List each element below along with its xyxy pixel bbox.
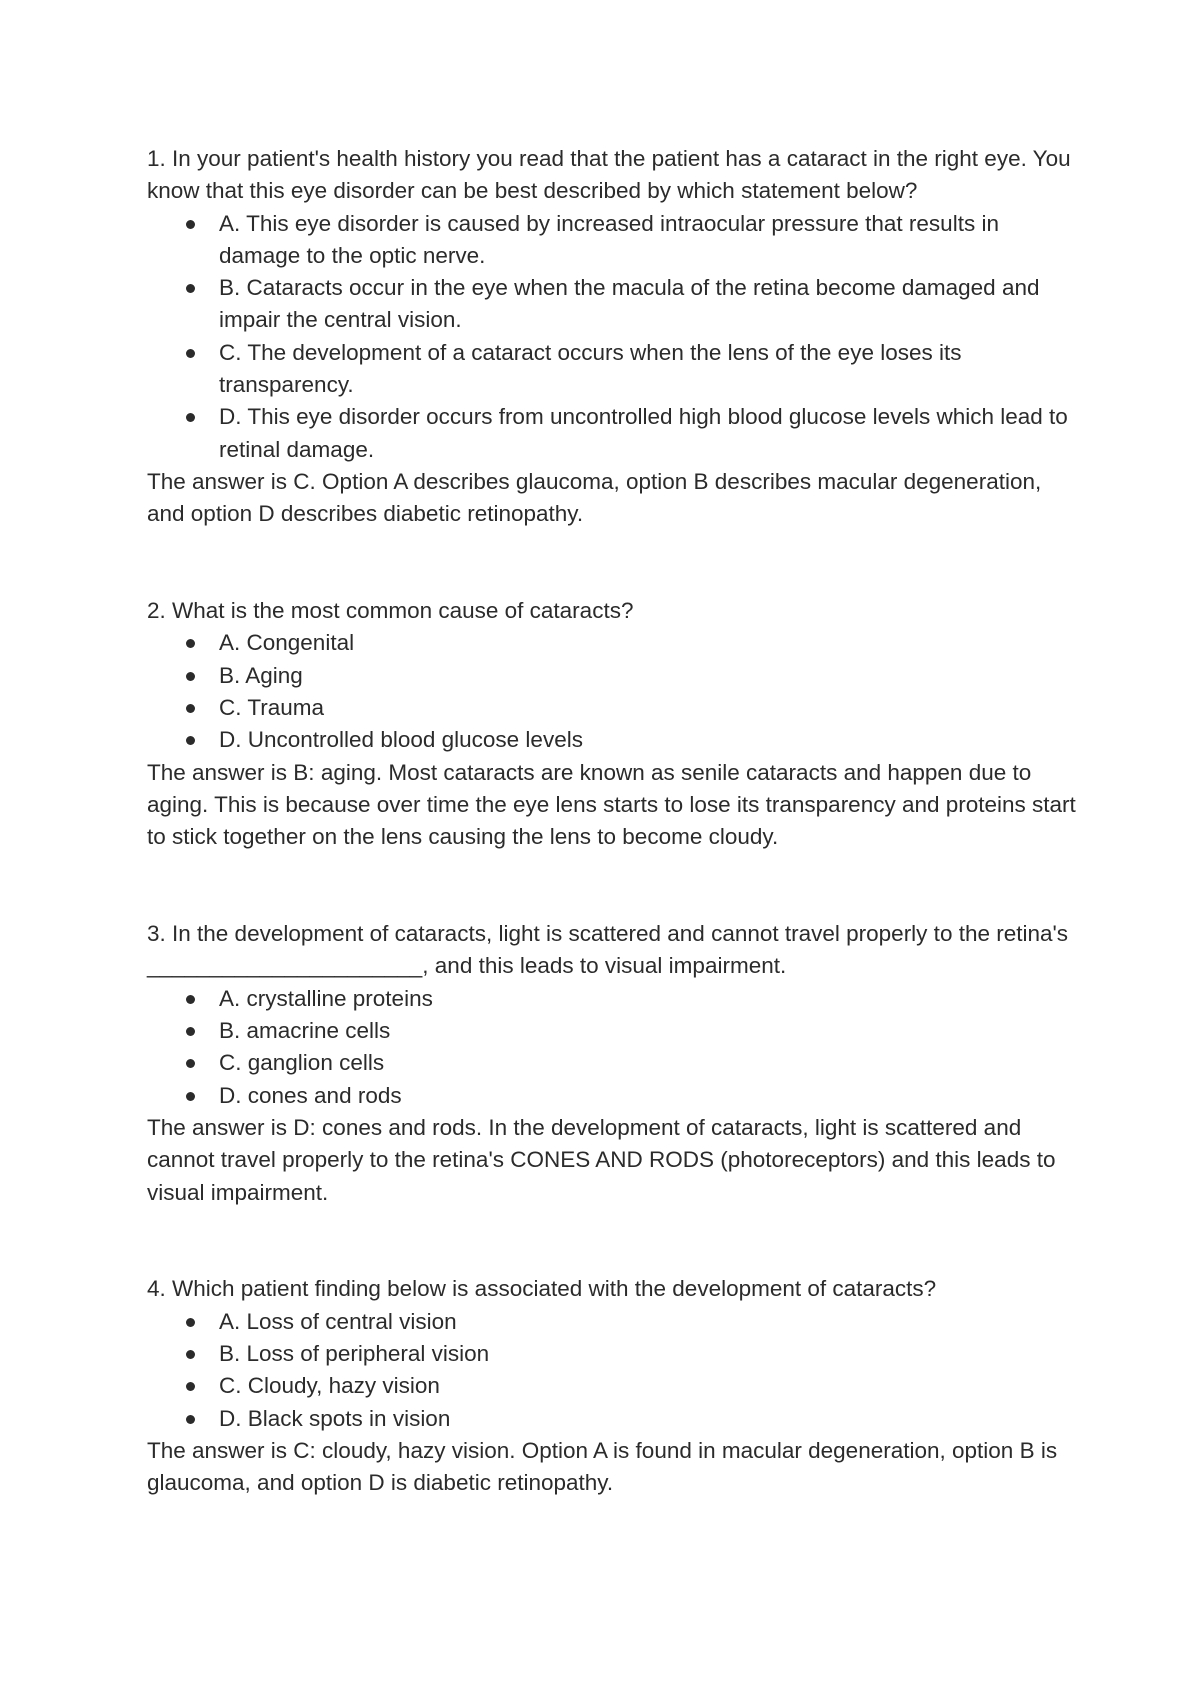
options-list [147, 627, 1077, 756]
option-item [147, 627, 1077, 659]
options-list [147, 1306, 1077, 1435]
bullet-icon [186, 1318, 195, 1327]
option-item [147, 1403, 1077, 1435]
option-text: A. crystalline proteins [219, 985, 433, 1011]
option-text: D. This eye disorder occurs from uncontrolled high blood glucose levels which lead to retinal damage. [219, 404, 1068, 462]
option-item [147, 1047, 1077, 1079]
question-text: 1. In your patient's health history you read that the patient has a cataract in the right eye. You know that this eye disorder can be best described by which statement below? [147, 146, 1077, 204]
bullet-icon [186, 413, 195, 422]
option-item [147, 983, 1077, 1015]
option-text: A. Loss of central vision [219, 1308, 457, 1334]
bullet-icon [186, 672, 195, 681]
question-1 [147, 143, 1077, 531]
bullet-icon [186, 349, 195, 358]
options-list [147, 208, 1077, 466]
option-text: B. amacrine cells [219, 1018, 391, 1044]
option-text: C. ganglion cells [219, 1050, 385, 1076]
option-item [147, 337, 1077, 402]
bullet-icon [186, 736, 195, 745]
option-item [147, 724, 1077, 756]
option-item [147, 660, 1077, 692]
option-item [147, 401, 1077, 466]
bullet-icon [186, 1382, 195, 1391]
option-item [147, 1338, 1077, 1370]
option-text: B. Loss of peripheral vision [219, 1340, 490, 1366]
option-text: D. cones and rods [219, 1082, 402, 1108]
question-text: 3. In the development of cataracts, light is scattered and cannot travel properly to the retina's ______________________, and this leads to visual impairment. [147, 921, 1075, 979]
bullet-icon [186, 1059, 195, 1068]
option-item [147, 272, 1077, 337]
option-item [147, 1306, 1077, 1338]
question-text: 2. What is the most common cause of cataracts? [147, 598, 634, 624]
option-item [147, 1080, 1077, 1112]
options-list [147, 983, 1077, 1112]
answer-explanation: The answer is C. Option A describes glaucoma, option B describes macular degeneration, and option D describes diabetic retinopathy. [147, 468, 1048, 527]
option-text: C. Cloudy, hazy vision [219, 1373, 440, 1399]
option-text: B. Aging [219, 662, 303, 688]
bullet-icon [186, 1027, 195, 1036]
bullet-icon [186, 1350, 195, 1359]
bullet-icon [186, 995, 195, 1004]
option-item [147, 692, 1077, 724]
answer-explanation: The answer is C: cloudy, hazy vision. Option A is found in macular degeneration, option B is glaucoma, and option D is diabetic retinopathy. [147, 1437, 1064, 1496]
bullet-icon [186, 704, 195, 713]
option-text: D. Black spots in vision [219, 1405, 451, 1431]
option-text: B. Cataracts occur in the eye when the macula of the retina become damaged and impair the central vision. [219, 275, 1040, 333]
bullet-icon [186, 1092, 195, 1101]
option-item [147, 1370, 1077, 1402]
answer-explanation: The answer is B: aging. Most cataracts are known as senile cataracts and happen due to aging. This is because over time the eye lens starts to lose its transparency and proteins start to stick together on the lens causing the lens to become cloudy. [147, 759, 1083, 850]
question-4 [147, 1273, 1077, 1499]
question-2 [147, 595, 1083, 853]
question-text: 4. Which patient finding below is associated with the development of cataracts? [147, 1276, 937, 1302]
bullet-icon [186, 639, 195, 648]
option-text: D. Uncontrolled blood glucose levels [219, 727, 583, 753]
option-text: C. The development of a cataract occurs when the lens of the eye loses its transparency. [219, 339, 962, 398]
option-text: C. Trauma [219, 695, 325, 721]
bullet-icon [186, 284, 195, 293]
document-page [147, 143, 1083, 1499]
bullet-icon [186, 1415, 195, 1424]
option-item [147, 208, 1077, 273]
option-text: A. Congenital [219, 630, 355, 656]
option-item [147, 1015, 1077, 1047]
option-text: A. This eye disorder is caused by increased intraocular pressure that results in damage to the optic nerve. [219, 210, 999, 268]
bullet-icon [186, 220, 195, 229]
answer-explanation: The answer is D: cones and rods. In the development of cataracts, light is scattered and cannot travel properly to the retina's CONES AND RODS (photoreceptors) and this leads to visual impairment. [147, 1114, 1062, 1205]
question-3 [147, 918, 1077, 1209]
